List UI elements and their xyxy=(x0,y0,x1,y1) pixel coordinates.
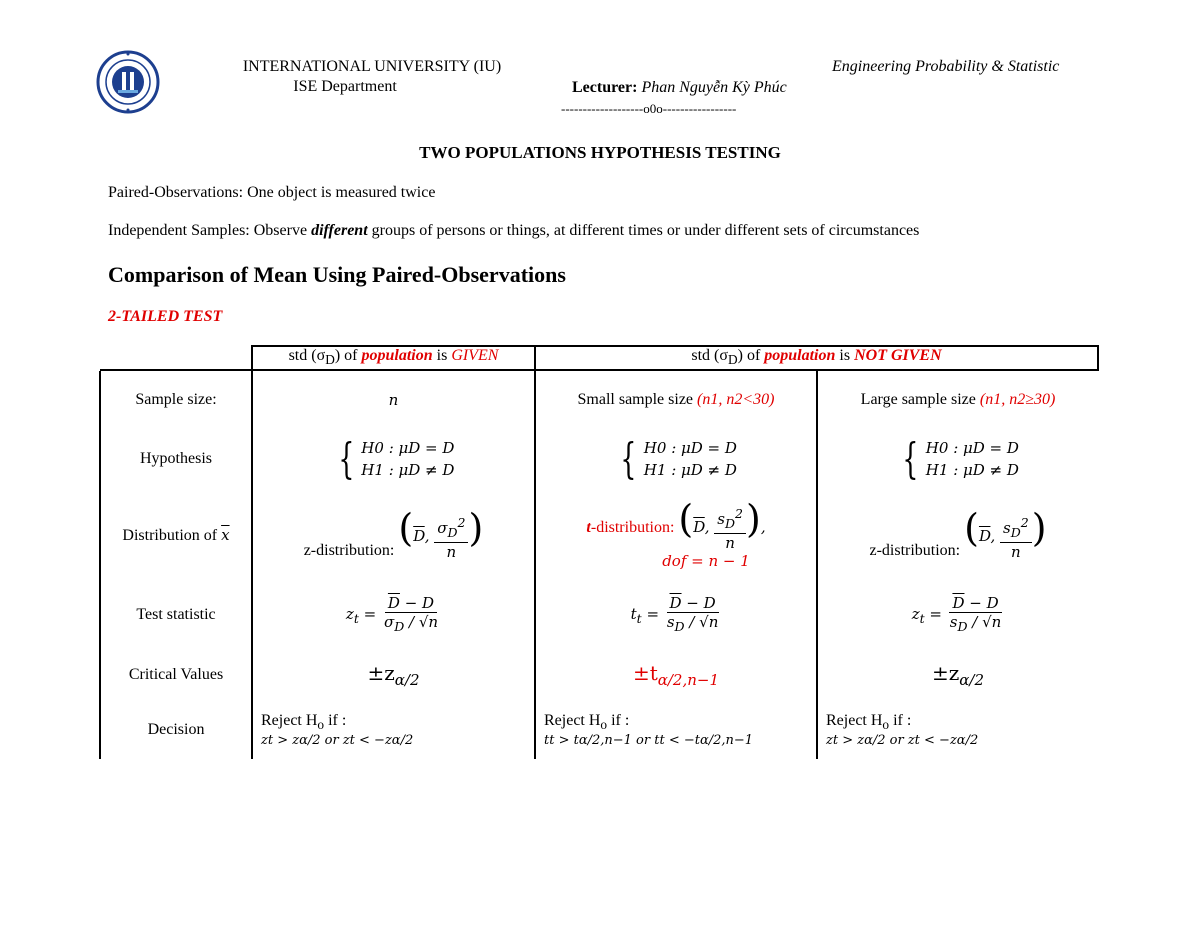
header-not-given: std $(\sigma_D)$ of population is NOT GIVEN xyxy=(535,346,1098,370)
department-name: ISE Department xyxy=(293,78,397,95)
label-sample-size: Sample size: xyxy=(100,371,252,429)
header-given: std $(\sigma_D)$ of population is GIVEN xyxy=(252,346,535,370)
university-name: INTERNATIONAL UNIVERSITY (IU) xyxy=(242,58,502,75)
hypothesis-table xyxy=(99,345,1099,759)
test-stat-large: $z_t$ = $\frac{\overline{D} - D}{s_D / √n}$ xyxy=(817,581,1098,649)
hypothesis-small: { H0 : μD = D H1 : μD ≠ D xyxy=(535,429,817,489)
sample-size-small: Small sample size (n1, n2<30) xyxy=(535,371,817,429)
critical-small: $\pm t_{\alpha/2,n-1}$ xyxy=(535,649,817,701)
critical-large: $\pm z_{\alpha/2}$ xyxy=(817,649,1098,701)
label-critical-values: Critical Values xyxy=(100,649,252,701)
course-name: Engineering Probability & Statistic xyxy=(832,58,1060,75)
label-test-statistic: Test statistic xyxy=(100,581,252,649)
header-separator: -------------------o0o----------------- xyxy=(561,101,737,116)
lecturer-label: Lecturer: xyxy=(572,79,638,96)
independent-definition: Independent Samples: Observe different groups of persons or things, at different times or under different sets of circumstances xyxy=(108,222,920,239)
hypothesis-given: { H0 : μD = D H1 : μD ≠ D xyxy=(252,429,535,489)
sample-size-large: Large sample size (n1, n2≥30) xyxy=(817,371,1098,429)
emphasis-different: different xyxy=(311,222,368,239)
label-decision: Decision xyxy=(100,701,252,759)
lecturer-name: Phan Nguyễn Kỳ Phúc xyxy=(641,79,787,96)
critical-given: $\pm z_{\alpha/2}$ xyxy=(252,649,535,701)
test-stat-given: $z_t$ = $\frac{\overline{D} - D}{\sigma_D / √n}$ xyxy=(252,581,535,649)
hypothesis-large: { H0 : μD = D H1 : μD ≠ D xyxy=(817,429,1098,489)
page-title: TWO POPULATIONS HYPOTHESIS TESTING xyxy=(419,143,781,162)
distribution-large: z-distribution: ($\overline{D}$, $\frac{s_D^2}{n}$ ) xyxy=(817,489,1098,581)
subsection-title: 2-TAILED TEST xyxy=(108,308,223,325)
decision-small: Reject $H_o$ if : tt > tα/2,n−1 or tt < −tα/2,n−1 xyxy=(535,701,817,759)
sample-size-given: n xyxy=(252,371,535,429)
lecturer-line xyxy=(572,78,787,98)
z-dist-label: z-distribution: xyxy=(303,542,395,560)
decision-given: Reject $H_o$ if : zt > zα/2 or zt < −zα/2 xyxy=(252,701,535,759)
label-distribution: Distribution of $\overline{x}$ xyxy=(100,489,252,581)
paired-definition: Paired-Observations: One object is measured twice xyxy=(108,184,436,201)
university-logo xyxy=(96,50,160,114)
distribution-given: z-distribution: ($\overline{D}$, $\frac{\sigma_D^2}{n}$ ) xyxy=(252,489,535,581)
section-title: Comparison of Mean Using Paired-Observations xyxy=(108,262,566,287)
decision-large: Reject $H_o$ if : zt > zα/2 or zt < −zα/2 xyxy=(817,701,1098,759)
test-stat-small: $t_t$ = $\frac{\overline{D} - D}{s_D / √n}$ xyxy=(535,581,817,649)
distribution-small: t-distribution: ($\overline{D}$, $\frac{s_D^2}{n}$ ), dof = n − 1 xyxy=(535,489,817,581)
label-hypothesis: Hypothesis xyxy=(100,429,252,489)
dof-formula: dof = n − 1 xyxy=(662,551,750,570)
